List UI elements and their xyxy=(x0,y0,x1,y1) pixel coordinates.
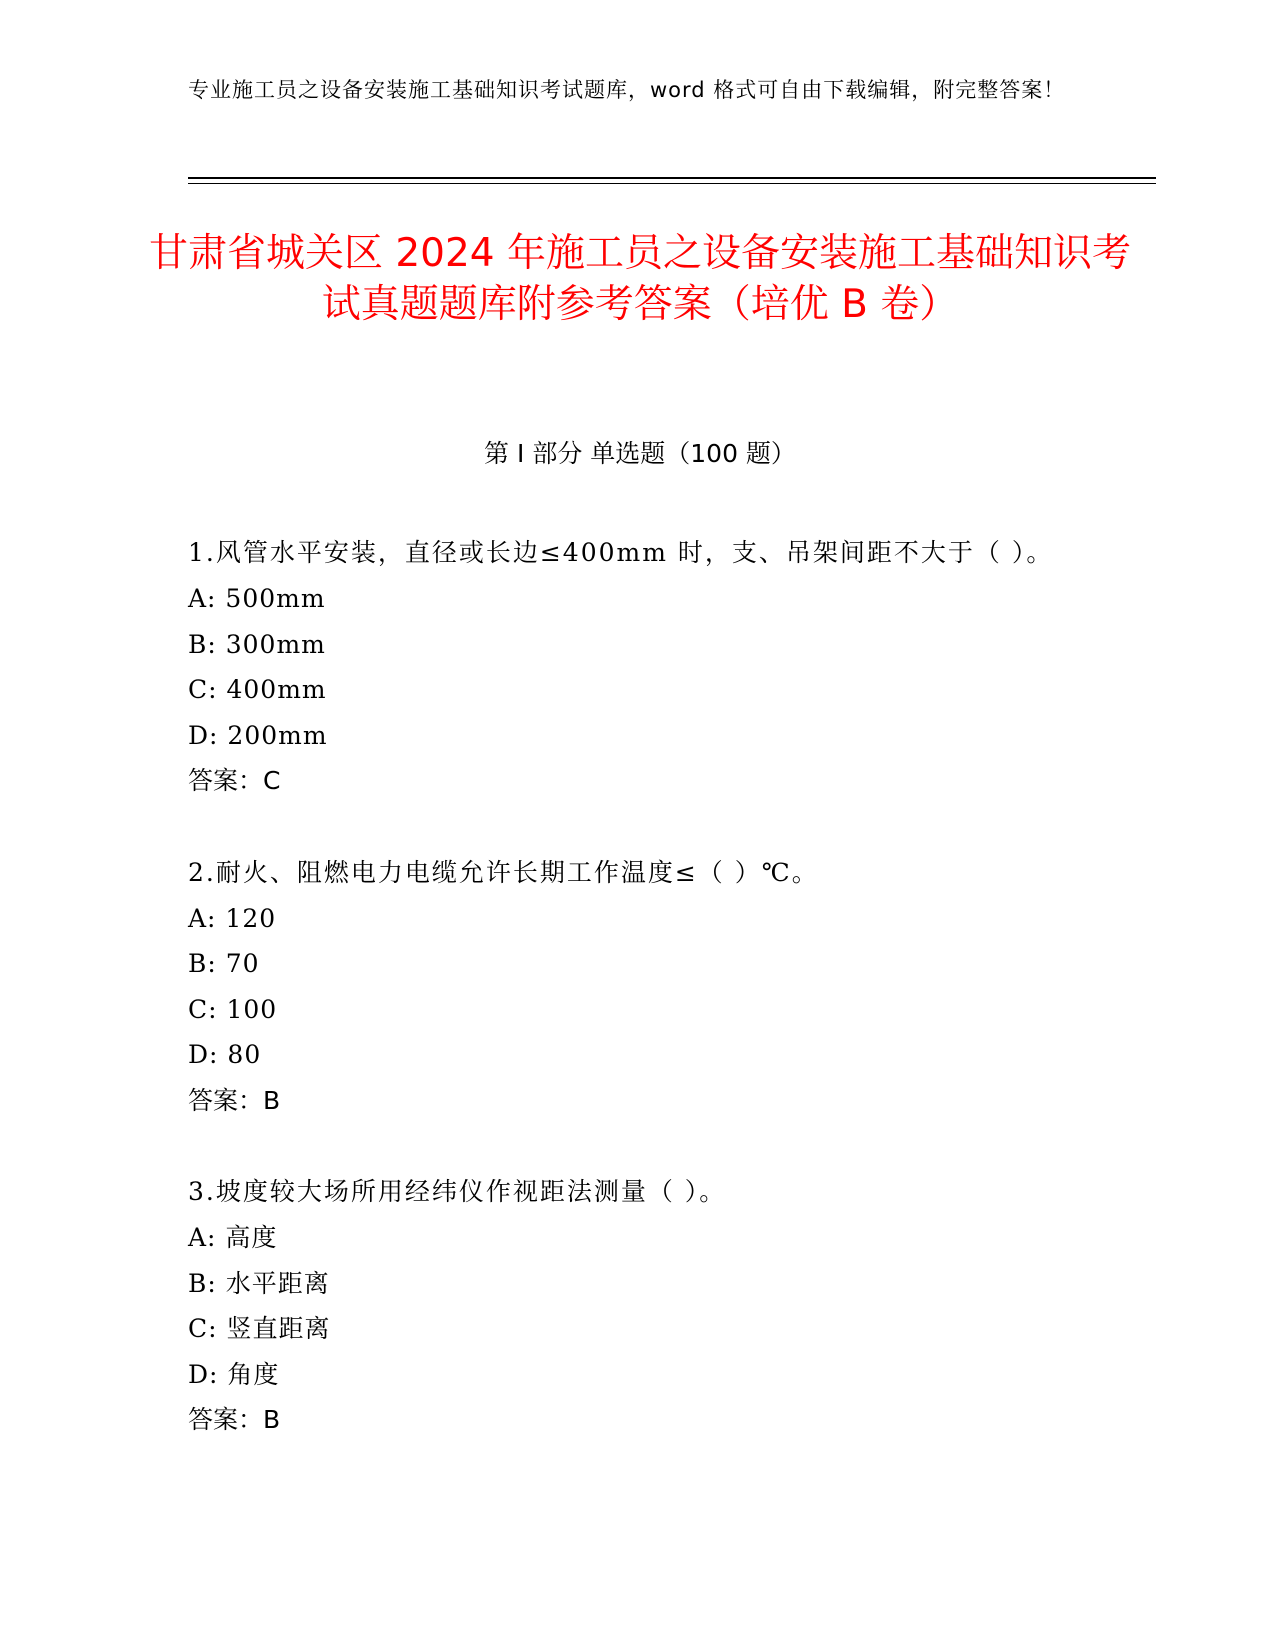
question-stem: 3.坡度较大场所用经纬仪作视距法测量（ ）。 xyxy=(188,1177,727,1206)
question-3 xyxy=(188,1169,1088,1443)
answer: 答案：B xyxy=(188,1405,281,1434)
answer: 答案：B xyxy=(188,1085,281,1115)
option-b: B: 70 xyxy=(188,949,260,978)
answer: 答案：C xyxy=(188,766,281,795)
option-d: D: 200mm xyxy=(188,720,328,750)
header-rule-thin xyxy=(188,183,1156,184)
header-note: 专业施工员之设备安装施工基础知识考试题库，word 格式可自由下载编辑，附完整答案！ xyxy=(188,78,1066,102)
option-a: A: 120 xyxy=(188,903,277,933)
option-c: C: 竖直距离 xyxy=(188,1314,331,1343)
question-list xyxy=(188,530,1088,1489)
option-d: D: 80 xyxy=(188,1040,262,1069)
option-c: C: 400mm xyxy=(188,675,327,704)
document-title: 甘肃省城关区 2024 年施工员之设备安装施工基础知识考试真题题库附参考答案（培优 B 卷） xyxy=(148,231,1132,327)
section-title: 第 I 部分 单选题（100 题） xyxy=(484,439,796,468)
option-d: D: 角度 xyxy=(188,1359,280,1389)
option-b: B: 300mm xyxy=(188,629,326,659)
question-2 xyxy=(188,850,1088,1124)
option-a: A: 500mm xyxy=(188,584,326,613)
option-b: B: 水平距离 xyxy=(188,1268,330,1298)
question-stem: 2.耐火、阻燃电力电缆允许长期工作温度≤（ ）℃。 xyxy=(188,857,819,887)
question-stem: 1.风管水平安装，直径或长边≤400mm 时，支、吊架间距不大于（ ）。 xyxy=(188,538,1054,567)
option-a: A: 高度 xyxy=(188,1223,278,1252)
header-rule-thick xyxy=(188,177,1156,179)
option-c: C: 100 xyxy=(188,994,278,1024)
question-1 xyxy=(188,530,1088,804)
